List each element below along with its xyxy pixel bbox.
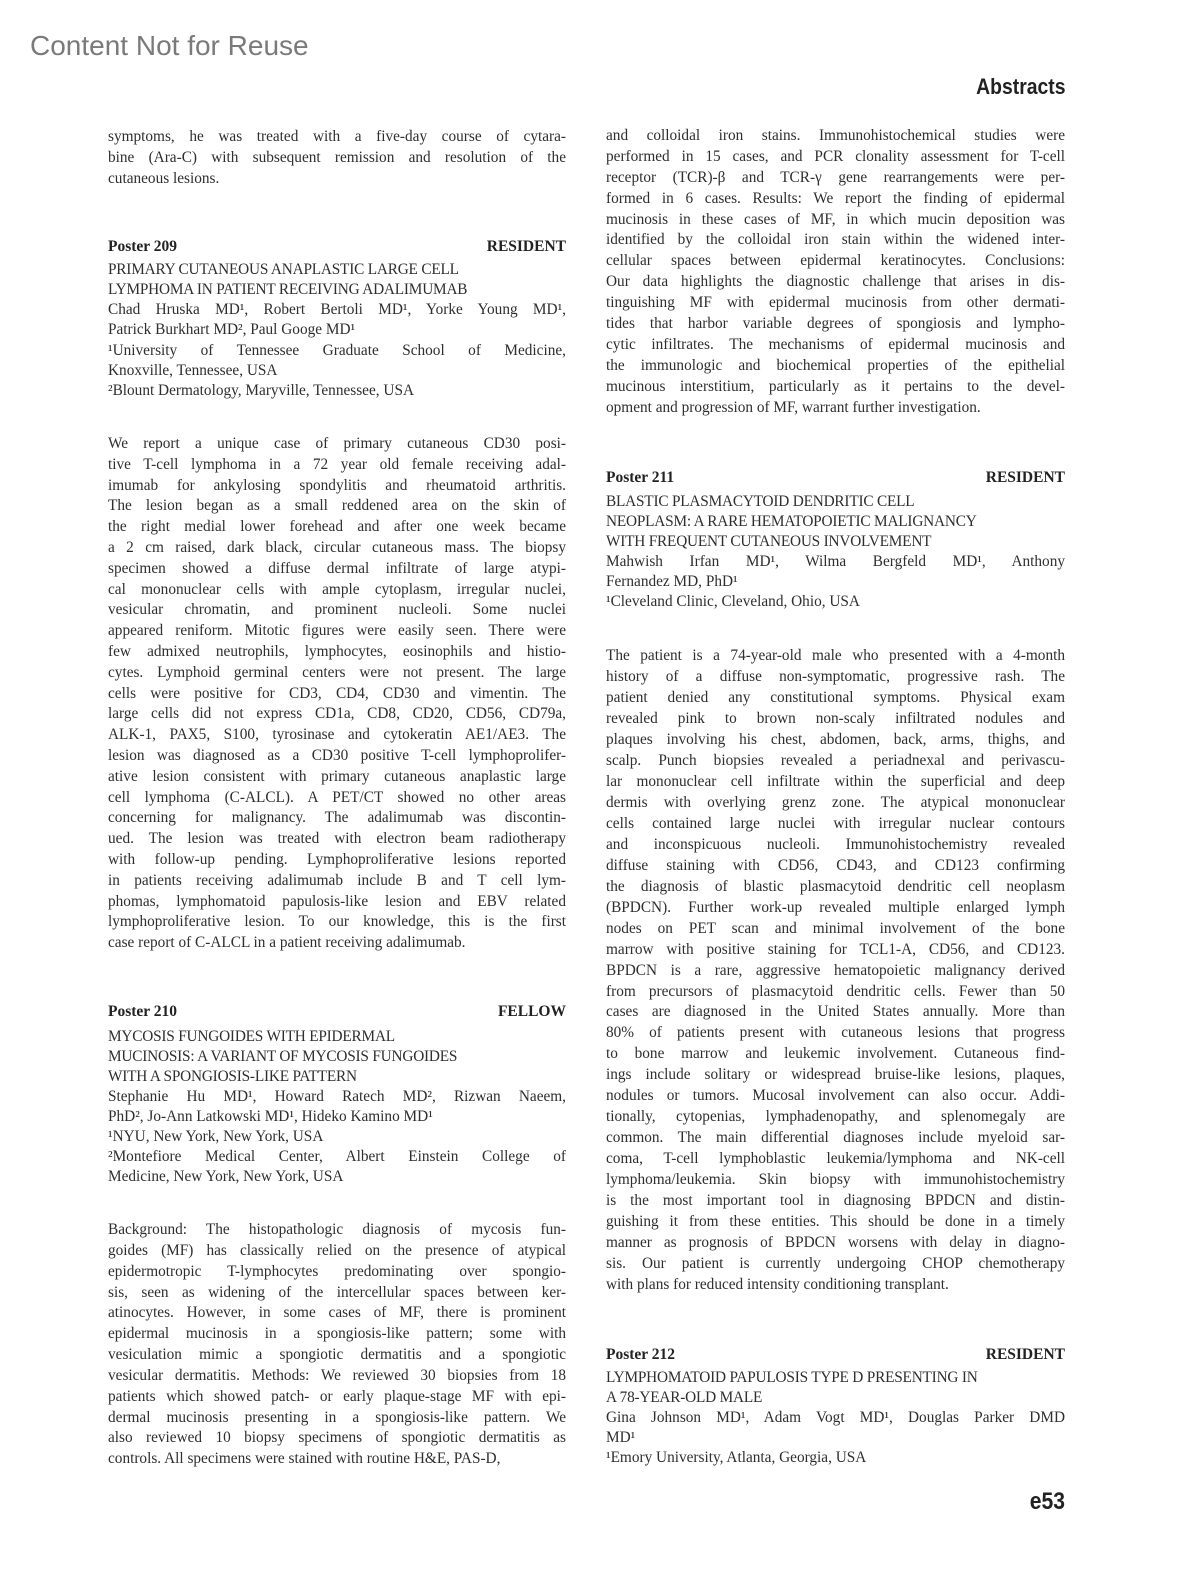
body-line: cutaneous lesions. — [108, 170, 220, 187]
body-line: with follow-up pending. Lymphoproliferative lesions reported — [108, 850, 566, 868]
body-line: cal mononuclear cells with ample cytoplasm, irregular nuclei, — [108, 580, 566, 598]
poster-212-header — [606, 1345, 1065, 1365]
body-line: tive T-cell lymphoma in a 72 year old female receiving adal- — [108, 455, 566, 473]
poster-number: Poster 212 — [606, 1346, 676, 1363]
body-line: few admixed neutrophils, lymphocytes, eosinophils and histio- — [108, 642, 566, 660]
body-line: BPDCN is a rare, aggressive hematopoietic malignancy derived — [606, 961, 1065, 979]
body-line: cells were positive for CD3, CD4, CD30 and vimentin. The — [108, 684, 566, 702]
page-number: e53 — [1029, 1488, 1065, 1515]
body-line: dermis with overlying grenz zone. The atypical mononuclear — [606, 793, 1065, 811]
running-head: Abstracts — [975, 74, 1065, 99]
affiliation-line: ¹Cleveland Clinic, Cleveland, Ohio, USA — [606, 593, 860, 610]
body-line: is the most important tool in diagnosing BPDCN and distin- — [606, 1192, 1065, 1210]
body-line: nodes on PET scan and minimal involvement of the bone — [606, 919, 1065, 937]
body-line: (BPDCN). Further work-up revealed multiple enlarged lymph — [606, 898, 1065, 916]
abstract-title-line: PRIMARY CUTANEOUS ANAPLASTIC LARGE CELL — [108, 261, 459, 278]
body-line: revealed pink to brown non-scaly infiltrated nodules and — [606, 709, 1065, 727]
poster-211-body — [606, 646, 1065, 1296]
abstract-title-line: A 78-YEAR-OLD MALE — [606, 1389, 763, 1406]
poster-210-meta — [108, 1027, 566, 1187]
abstract-title-line: LYMPHOMA IN PATIENT RECEIVING ADALIMUMAB — [108, 281, 468, 299]
body-line: ued. The lesion was treated with electron beam radiotherapy — [108, 830, 566, 848]
body-line: epidermotropic T-lymphocytes predominating over spongio- — [108, 1262, 566, 1280]
body-line: plaques involving his chest, abdomen, back, arms, thighs, and — [606, 730, 1065, 748]
affiliation-line: ²Blount Dermatology, Maryville, Tennessee, USA — [108, 381, 415, 399]
poster-category: RESIDENT — [985, 1346, 1065, 1363]
body-line: scalp. Punch biopsies revealed a periadnexal and perivascu- — [606, 751, 1065, 769]
author-line: PhD², Jo-Ann Latkowski MD¹, Hideko Kamino MD¹ — [108, 1108, 433, 1125]
body-line: lesion was diagnosed as a CD30 positive T-cell lymphoprolifer- — [108, 746, 566, 764]
body-line: manner as prognosis of BPDCN worsens with delay in diagno- — [606, 1234, 1065, 1252]
body-line: We report a unique case of primary cutaneous CD30 posi- — [108, 435, 566, 452]
poster-209-meta — [108, 260, 566, 401]
body-line: phomas, lymphomatoid papulosis-like lesion and EBV related — [108, 892, 566, 910]
body-line: vesiculation mimic a spongiotic dermatitis and a spongiotic — [108, 1346, 566, 1364]
body-line: goides (MF) has classically relied on the presence of atypical — [108, 1241, 566, 1259]
affiliation-line: ¹Emory University, Atlanta, Georgia, USA — [606, 1449, 867, 1466]
body-line: performed in 15 cases, and PCR clonality assessment for T-cell — [606, 147, 1065, 165]
body-line: tionally, cytopenias, lymphadenopathy, and splenomegaly are — [606, 1108, 1065, 1126]
body-line: specimen showed a diffuse dermal infiltrate of large atypi- — [108, 559, 566, 577]
body-line: lymphoma/leukemia. Skin biopsy with immunohistochemistry — [606, 1171, 1065, 1189]
body-line: The lesion began as a small reddened area on the skin of — [108, 497, 566, 515]
body-line: ings include solitary or widespread bruise-like lesions, plaques, — [606, 1066, 1065, 1084]
body-line: cases are diagnosed in the United States annually. More than — [606, 1003, 1065, 1021]
body-line: coma, T-cell lymphoblastic leukemia/lymphoma and NK-cell — [606, 1150, 1065, 1168]
body-line: also reviewed 10 biopsy specimens of spongiotic dermatitis as — [108, 1429, 566, 1447]
body-line: lar mononuclear cell infiltrate within the superficial and deep — [606, 772, 1065, 790]
body-line: patient denied any constitutional symptoms. Physical exam — [606, 688, 1065, 706]
body-line: mucinous interstitium, particularly as it pertains to the devel- — [606, 377, 1065, 395]
poster-211-header — [606, 468, 1065, 488]
poster-209-header — [108, 237, 566, 257]
poster-210-header — [108, 1002, 566, 1022]
body-line: symptoms, he was treated with a five-day course of cytara- — [108, 128, 566, 145]
body-line: cell lymphoma (C-ALCL). A PET/CT showed no other areas — [108, 788, 566, 806]
body-line: sis. Our patient is currently undergoing CHOP chemotherapy — [606, 1255, 1065, 1273]
poster-number: Poster 211 — [606, 469, 675, 486]
body-line: concerning for malignancy. The adalimumab was discontin- — [108, 809, 566, 827]
affiliation-line: Medicine, New York, New York, USA — [108, 1168, 344, 1185]
body-line: vesicular chromatin, and prominent nucleoli. Some nuclei — [108, 601, 566, 619]
body-line: cellular spaces between epidermal keratinocytes. Conclusions: — [606, 252, 1065, 270]
body-line: in patients receiving adalimumab include B and T cell lym- — [108, 871, 566, 889]
abstract-title-line: WITH FREQUENT CUTANEOUS INVOLVEMENT — [606, 533, 932, 550]
affiliation-line: ¹University of Tennessee Graduate School of Medicine, — [108, 341, 566, 359]
body-line: lymphoproliferative lesion. To our knowledge, this is the first — [108, 913, 566, 931]
body-line: 80% of patients present with cutaneous lesions that progress — [606, 1024, 1065, 1042]
poster-210-body-continued — [606, 126, 1065, 418]
body-line: vesicular dermatitis. Methods: We reviewed 30 biopsies from 18 — [108, 1366, 566, 1384]
body-line: opment and progression of MF, warrant further investigation. — [606, 398, 981, 416]
body-line: bine (Ara-C) with subsequent remission and resolution of the — [108, 149, 566, 166]
poster-210-body — [108, 1220, 566, 1470]
body-line: from precursors of plasmacytoid dendritic cells. Fewer than 50 — [606, 982, 1065, 1000]
body-line: epidermal mucinosis in a spongiosis-like pattern; some with — [108, 1325, 566, 1343]
body-line: large cells did not express CD1a, CD8, CD20, CD56, CD79a, — [108, 705, 566, 723]
poster-212-meta — [606, 1368, 1065, 1468]
abstract-title-line: BLASTIC PLASMACYTOID DENDRITIC CELL — [606, 493, 915, 510]
body-line: controls. All specimens were stained with routine H&E, PAS-D, — [108, 1450, 501, 1468]
body-line: cells contained large nuclei with irregular nuclear contours — [606, 814, 1065, 832]
abstract-title-line: NEOPLASM: A RARE HEMATOPOIETIC MALIGNANCY — [606, 513, 977, 530]
author-line: Fernandez MD, PhD¹ — [606, 573, 738, 590]
poster-category: FELLOW — [497, 1003, 566, 1020]
poster-209-body — [108, 434, 566, 954]
body-line: nodules or tumors. Mucosal involvement can also occur. Addi- — [606, 1087, 1065, 1105]
body-line: Our data highlights the diagnostic challenge that arises in dis- — [606, 273, 1065, 291]
affiliation-line: Knoxville, Tennessee, USA — [108, 361, 278, 379]
author-line: Mahwish Irfan MD¹, Wilma Bergfeld MD¹, Anthony — [606, 553, 1065, 570]
abstract-title-line: MUCINOSIS: A VARIANT OF MYCOSIS FUNGOIDES — [108, 1048, 458, 1065]
author-line: Chad Hruska MD¹, Robert Bertoli MD¹, Yorke Young MD¹, — [108, 301, 566, 319]
author-line: MD¹ — [606, 1429, 636, 1446]
body-line: the immunologic and biochemical properties of the epithelial — [606, 356, 1065, 374]
body-line: patients which showed patch- or early plaque-stage MF with epi- — [108, 1387, 566, 1405]
body-line: imumab for ankylosing spondylitis and rheumatoid arthritis. — [108, 476, 566, 494]
poster-number: Poster 209 — [108, 238, 178, 255]
body-line: sis, seen as widening of the intercellular spaces between ker- — [108, 1283, 566, 1301]
body-line: cytic infiltrates. The mechanisms of epidermal mucinosis and — [606, 335, 1065, 353]
body-line: tides that harbor variable degrees of spongiosis and lympho- — [606, 315, 1065, 333]
intro-text — [108, 126, 566, 189]
watermark: Content Not for Reuse — [30, 30, 309, 61]
body-line: the diagnosis of blastic plasmacytoid dendritic cell neoplasm — [606, 877, 1065, 895]
body-line: diffuse staining with CD56, CD43, and CD123 confirming — [606, 856, 1065, 874]
abstract-title-line: WITH A SPONGIOSIS-LIKE PATTERN — [108, 1068, 357, 1085]
body-line: atinocytes. However, in some cases of MF, there is prominent — [108, 1304, 566, 1322]
affiliation-line: ¹NYU, New York, New York, USA — [108, 1128, 324, 1145]
body-line: mucinosis in these cases of MF, in which mucin deposition was — [606, 210, 1065, 228]
abstract-title-line: MYCOSIS FUNGOIDES WITH EPIDERMAL — [108, 1028, 395, 1045]
body-line: Background: The histopathologic diagnosis of mycosis fun- — [108, 1221, 566, 1238]
body-line: common. The main differential diagnoses include myeloid sar- — [606, 1129, 1065, 1147]
body-line: and colloidal iron stains. Immunohistochemical studies were — [606, 127, 1065, 144]
affiliation-line: ²Montefiore Medical Center, Albert Einstein College of — [108, 1148, 566, 1165]
body-line: formed in 6 cases. Results: We report the finding of epidermal — [606, 189, 1065, 207]
poster-number: Poster 210 — [108, 1003, 178, 1020]
body-line: a 2 cm raised, dark black, circular cutaneous mass. The biopsy — [108, 538, 566, 556]
body-line: identified by the colloidal iron stain within the widened inter- — [606, 231, 1065, 249]
body-line: and inconspicuous nucleoli. Immunohistochemistry revealed — [606, 835, 1065, 853]
body-line: to bone marrow and leukemic involvement. Cutaneous find- — [606, 1045, 1065, 1063]
author-line: Gina Johnson MD¹, Adam Vogt MD¹, Douglas Parker DMD — [606, 1409, 1065, 1426]
body-line: case report of C-ALCL in a patient receiving adalimumab. — [108, 934, 466, 952]
body-line: ative lesion consistent with primary cutaneous anaplastic large — [108, 767, 566, 785]
poster-category: RESIDENT — [486, 238, 566, 255]
abstract-title-line: LYMPHOMATOID PAPULOSIS TYPE D PRESENTING IN — [606, 1369, 978, 1386]
body-line: The patient is a 74-year-old male who presented with a 4-month — [606, 647, 1065, 664]
body-line: tinguishing MF with epidermal mucinosis from other dermati- — [606, 294, 1065, 312]
author-line: Patrick Burkhart MD², Paul Googe MD¹ — [108, 321, 356, 339]
body-line: ALK-1, PAX5, S100, tyrosinase and cytokeratin AE1/AE3. The — [108, 726, 566, 744]
body-line: history of a diffuse non-symptomatic, progressive rash. The — [606, 667, 1065, 685]
body-line: marrow with positive staining for TCL1-A, CD56, and CD123. — [606, 940, 1065, 958]
body-line: with plans for reduced intensity conditioning transplant. — [606, 1276, 949, 1294]
body-line: cytes. Lymphoid germinal centers were not present. The large — [108, 663, 566, 681]
body-line: guishing it from these entities. This should be done in a timely — [606, 1213, 1065, 1231]
poster-category: RESIDENT — [985, 469, 1065, 486]
author-line: Stephanie Hu MD¹, Howard Ratech MD², Rizwan Naeem, — [108, 1088, 566, 1105]
body-line: receptor (TCR)-β and TCR-γ gene rearrangements were per- — [606, 168, 1065, 186]
body-line: the right medial lower forehead and after one week became — [108, 518, 566, 536]
body-line: appeared reniform. Mitotic figures were easily seen. There were — [108, 622, 566, 640]
body-line: dermal mucinosis presenting in a spongiosis-like pattern. We — [108, 1408, 566, 1426]
poster-211-meta — [606, 492, 1065, 612]
